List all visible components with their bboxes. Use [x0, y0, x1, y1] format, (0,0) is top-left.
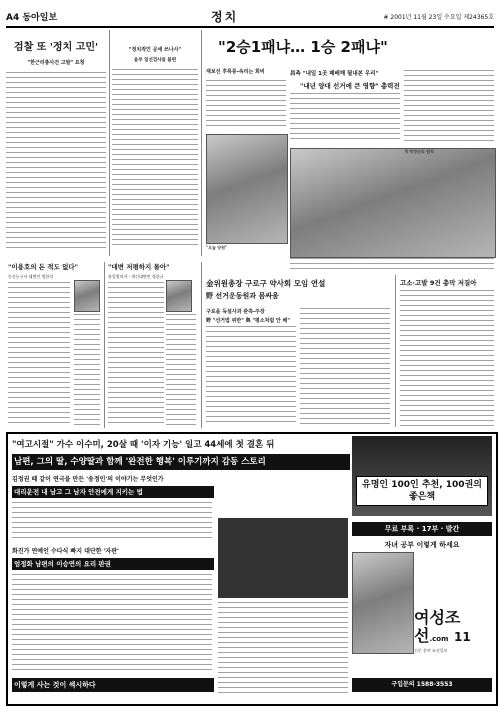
main-sub-c: "내년 양대 선거에 큰 영향" 총력전	[300, 82, 400, 90]
ad-left-4: 엄정화 남편의 이승연의 요리 판권	[12, 558, 214, 570]
left-lower-body-1b	[74, 314, 100, 426]
page-header	[6, 6, 494, 28]
photo-caption-lines	[290, 258, 494, 270]
hospital-photo	[206, 134, 288, 244]
ad-left-3: 화진가 연예인 수다식 빠지 대단한 '자판'	[12, 546, 212, 555]
middle-sub2: 野 "선거법 위반" 與 "평소처럼 안 해"	[206, 318, 290, 324]
right-caption: 개 박정신의 원칙	[404, 149, 434, 154]
ad-left-2: 대리운전 내 남고 그 남자 안전에게 지키는 법	[12, 486, 214, 498]
article-left2-body	[112, 69, 198, 249]
right-lower-body	[400, 290, 494, 426]
column-divider	[395, 275, 396, 427]
portrait-2	[166, 280, 192, 312]
article-left-body	[6, 72, 106, 252]
ad-left-text-2	[12, 574, 212, 674]
left-lower-title-1: "이용호의 돈 적도 없다"	[8, 263, 79, 271]
article-left2	[112, 32, 198, 254]
left-lower-title-2: "대변 저평하지 몰아"	[108, 263, 170, 271]
article-left2-sub: "정치적인 공세 쓰나사"	[128, 47, 182, 53]
portrait-1	[74, 280, 100, 312]
main-body-2	[290, 93, 400, 143]
ad-middle-text	[218, 602, 348, 694]
main-sub-a: 재보선 후폭풍-속리는 희비	[206, 69, 265, 75]
ad-banner-2: 남편, 그의 딸, 수양딸과 함께 '완전한 행복' 이루기까지 감동 스토리	[12, 454, 350, 470]
hospital-photo-caption: "오늘 당원"	[206, 245, 228, 250]
article-left2-sub2: 음부 일선검사들 불편	[133, 58, 177, 63]
article-left-title: 검찰 또 '정치 고민'	[13, 42, 99, 53]
column-divider	[104, 262, 105, 428]
article-left	[6, 32, 106, 254]
ad-section	[6, 432, 498, 706]
magazine-cover-photo	[352, 552, 414, 654]
ad-right-1: 유명인 100인 추천, 100권의 좋은책	[356, 476, 488, 506]
middle-body-2	[300, 308, 390, 426]
left-lower-body-1	[8, 282, 70, 426]
ad-middle-block	[218, 518, 348, 598]
right-lower-headline: 고소·고발 9건 총막 저질아	[400, 279, 477, 287]
main-body-3	[404, 70, 494, 145]
main-headline: "2승1패냐… 1승 2패냐"	[218, 38, 388, 56]
issue-date: # 2001년 11월 23일 수요일 제24365호	[383, 14, 494, 21]
ad-right-2: 무료 부록 · 17부 · 발간	[352, 522, 492, 536]
middle-headline-2: 野 선거운동원과 몸싸움	[206, 292, 279, 300]
middle-sub: 구로을 독설사과 관측-주장	[206, 309, 265, 315]
middle-body-1	[206, 326, 296, 426]
column-divider	[201, 30, 202, 256]
magazine-price: 신문 분야 조선일보	[414, 648, 448, 653]
left-lower-body-2	[108, 282, 164, 426]
column-divider	[201, 262, 202, 428]
politicians-photo	[290, 148, 496, 258]
ad-right-3: 자녀 공부 이렇게 하세요	[352, 540, 492, 550]
column-divider	[109, 30, 110, 256]
ad-left-text	[12, 502, 212, 542]
ad-banner-1: "여고시절" 가수 이수미, 20살 때 '이자 기능' 일고 44세에 첫 결혼 뒤	[12, 438, 348, 450]
magazine-name: 여성조선	[414, 608, 461, 645]
magazine-title	[414, 609, 494, 648]
ad-bottom: 구입문의 1588-3553	[352, 678, 492, 692]
ad-left-5: 이렇게 사는 것이 섹시하다	[12, 678, 214, 692]
left-lower-body-2b	[166, 314, 196, 426]
article-left-sub: "한근리총사건 고발" 요청	[27, 60, 85, 66]
main-body-1	[206, 80, 286, 130]
left-lower-byline-2: 통일원의자 - 개신대변인 정한규	[108, 274, 164, 279]
section-title: 정치	[211, 10, 239, 24]
middle-headline-1: 金위원총장 구로구 약사회 모임 연설	[206, 279, 326, 288]
magazine-domain: .com	[429, 635, 449, 643]
magazine-issue: 11	[453, 630, 471, 644]
page-number: A4 동아일보	[6, 13, 58, 23]
ad-left-1: 김정권 때 같이 연극을 만든 '송정인'의 이야기는 무엇인가	[12, 474, 212, 483]
main-sub-b: 昌측 "내일 1곳 패배해 될내본 우리"	[290, 71, 379, 77]
left-lower-byline-1: 동신농구서 대변인 정한석	[8, 274, 54, 279]
